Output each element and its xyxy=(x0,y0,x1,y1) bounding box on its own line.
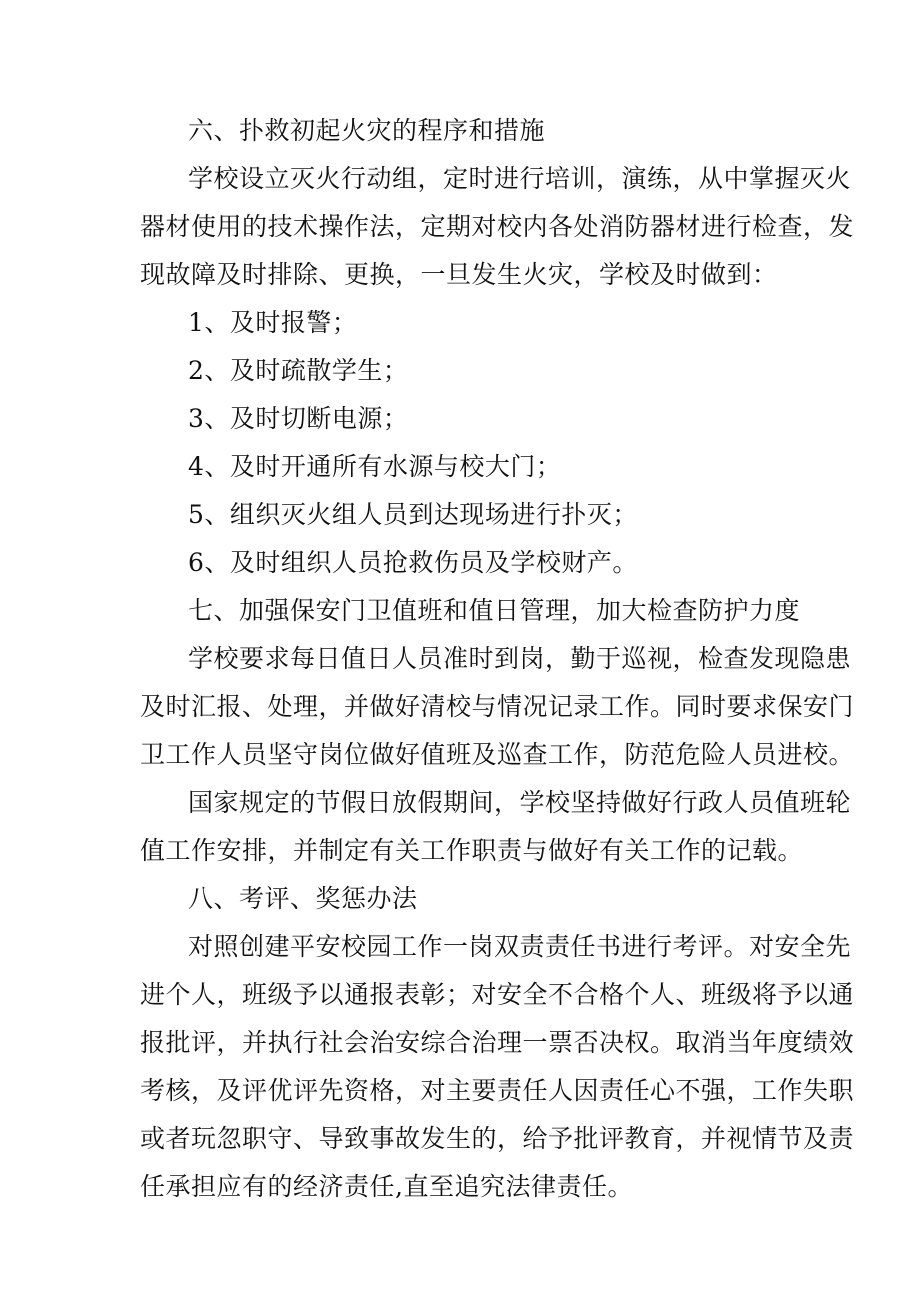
paragraph-line: 任承担应有的经济责任,直至追究法律责任。 xyxy=(140,1172,633,1201)
paragraph-line: 卫工作人员坚守岗位做好值班及巡查工作，防范危险人员进校。 xyxy=(140,740,855,769)
paragraph-line: 学校设立灭火行动组，定时进行培训，演练，从中掌握灭火 xyxy=(188,164,852,193)
paragraph-line: 现故障及时排除、更换，一旦发生火灾，学校及时做到： xyxy=(140,260,778,289)
section-heading-evaluation: 八、考评、奖惩办法 xyxy=(188,884,418,913)
section-heading-security-duty: 七、加强保安门卫值班和值日管理，加大检查防护力度 xyxy=(188,596,801,625)
list-item: 6、及时组织人员抢救伤员及学校财产。 xyxy=(188,548,638,577)
paragraph-line: 考核，及评优评先资格，对主要责任人因责任心不强，工作失职 xyxy=(140,1076,855,1105)
list-item: 3、及时切断电源； xyxy=(188,404,409,433)
paragraph-line: 进个人，班级予以通报表彰；对安全不合格个人、班级将予以通 xyxy=(140,980,855,1009)
paragraph-line: 值工作安排，并制定有关工作职责与做好有关工作的记载。 xyxy=(140,836,804,865)
paragraph-line: 或者玩忽职守、导致事故发生的，给予批评教育，并视情节及责 xyxy=(140,1124,855,1153)
paragraph-line: 器材使用的技术操作法，定期对校内各处消防器材进行检查，发 xyxy=(140,212,855,241)
section-heading-fire-fighting: 六、扑救初起火灾的程序和措施 xyxy=(188,116,546,145)
paragraph-line: 国家规定的节假日放假期间，学校坚持做好行政人员值班轮 xyxy=(188,788,852,817)
paragraph-line: 报批评，并执行社会治安综合治理一票否决权。取消当年度绩效 xyxy=(140,1028,855,1057)
paragraph-line: 学校要求每日值日人员准时到岗，勤于巡视，检查发现隐患 xyxy=(188,644,852,673)
list-item: 1、及时报警； xyxy=(188,308,358,337)
paragraph-line: 对照创建平安校园工作一岗双责责任书进行考评。对安全先 xyxy=(188,932,852,961)
list-item: 4、及时开通所有水源与校大门； xyxy=(188,452,562,481)
paragraph-line: 及时汇报、处理，并做好清校与情况记录工作。同时要求保安门 xyxy=(140,692,855,721)
list-item: 5、组织灭火组人员到达现场进行扑灭； xyxy=(188,500,638,529)
list-item: 2、及时疏散学生； xyxy=(188,356,409,385)
